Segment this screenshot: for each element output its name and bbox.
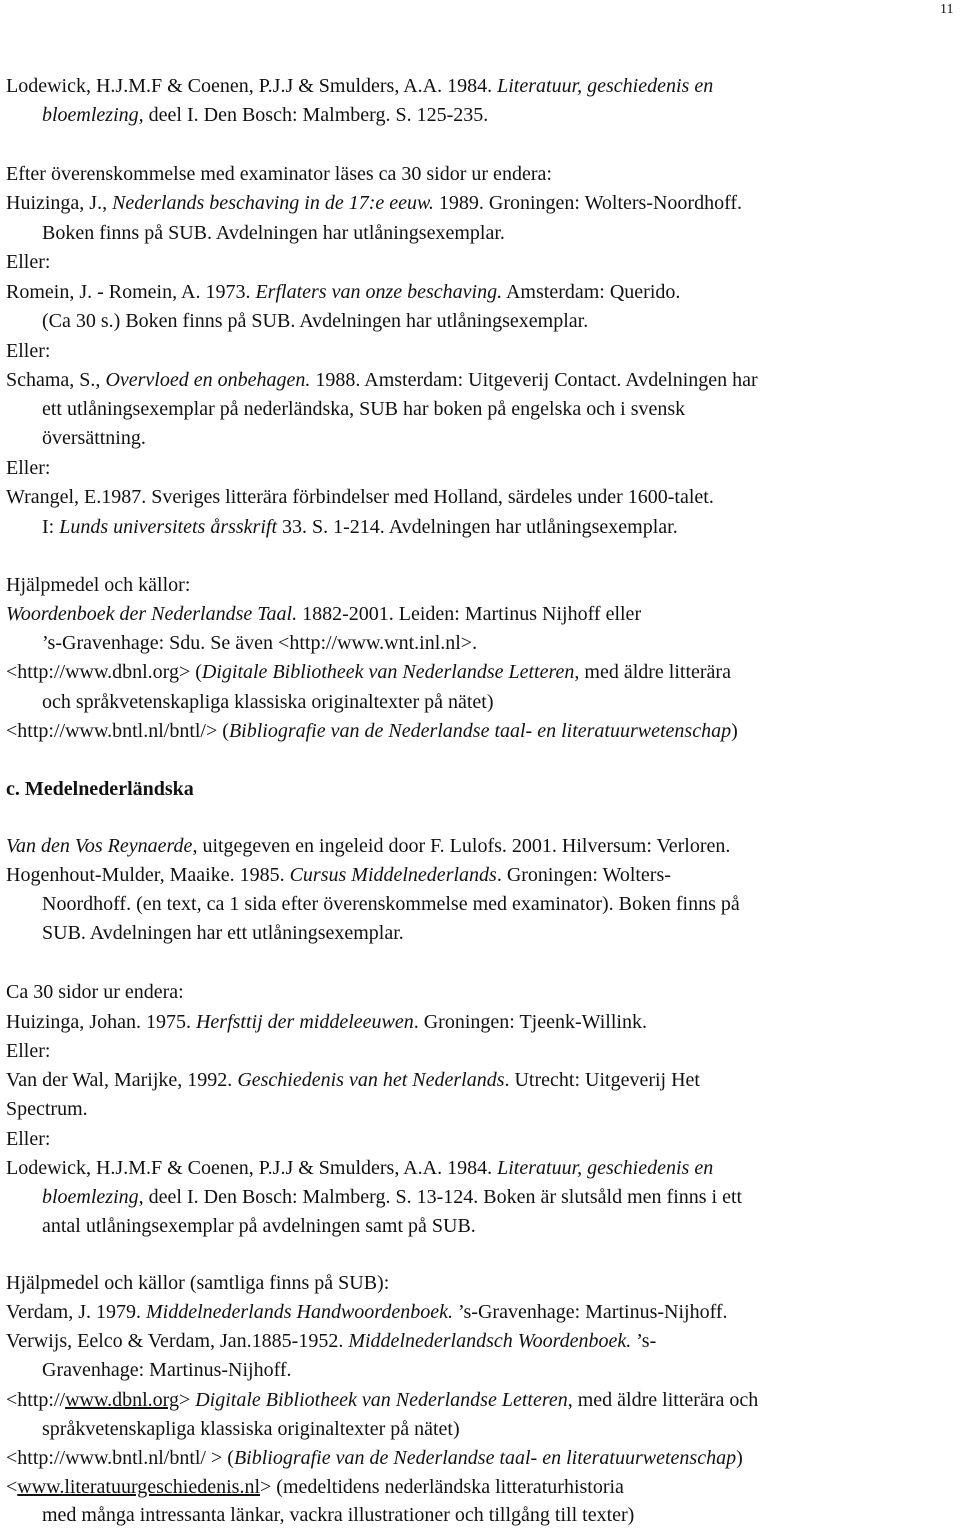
text-line — [6, 162, 552, 186]
section-heading — [6, 777, 194, 801]
text-line — [6, 1446, 743, 1470]
text-run: Romein, J. - Romein, A. 1973. — [6, 281, 256, 303]
text-run: Bibliografie van de Nederlandse taal- en literatuurwetenschap — [228, 720, 732, 742]
text-run: . Groningen: Wolters- — [496, 864, 671, 886]
text-line — [6, 456, 50, 480]
text-run: (Ca 30 s.) Boken finns på SUB. Avdelningen har utlåningsexemplar. — [42, 310, 589, 332]
text-line — [6, 980, 184, 1004]
text-run: <http://www.bntl.nl/bntl/ > ( — [6, 1447, 234, 1469]
text-run: Woordenboek der Nederlandse Taal. — [6, 603, 298, 625]
text-run: Hjälpmedel och källor: — [6, 574, 191, 596]
text-line — [42, 397, 685, 421]
text-line — [6, 602, 641, 626]
text-line — [42, 515, 678, 539]
text-run: Geschiedenis van het Nederlands — [237, 1069, 505, 1091]
text-run: I: — [42, 516, 60, 538]
text-run: språkvetenskapliga klassiska originaltexter på nätet) — [42, 1418, 460, 1440]
text-run: Eller: — [6, 340, 51, 362]
text-run: www.literatuurgeschiedenis.nl — [17, 1476, 260, 1498]
text-run: ’s- — [631, 1330, 657, 1352]
text-run: Digitale Bibliotheek van Nederlandse Letteren — [195, 1389, 568, 1411]
text-line — [42, 1214, 476, 1238]
text-run: SUB. Avdelningen har ett utlåningsexemplar. — [42, 922, 404, 944]
text-line — [6, 280, 680, 304]
text-run: översättning. — [42, 427, 146, 449]
text-line — [6, 573, 190, 597]
text-line — [6, 660, 731, 684]
text-line — [6, 1039, 50, 1063]
text-line — [42, 221, 505, 245]
text-line — [6, 1388, 758, 1412]
text-run: <http:// — [6, 1389, 66, 1411]
text-run: med många intressanta länkar, vackra illustrationer och tillgång till texter) — [42, 1504, 635, 1526]
text-run: 1882-2001. Leiden: Martinus Nijhoff eller — [297, 603, 642, 625]
text-run: Digitale Bibliotheek van Nederlandse Letteren — [201, 661, 575, 683]
text-run: Huizinga, Johan. 1975. — [6, 1011, 196, 1033]
text-line — [42, 1417, 460, 1441]
text-line — [6, 1097, 88, 1121]
text-run: 1988. Amsterdam: Uitgeverij Contact. Avdelningen har — [310, 369, 758, 391]
text-line — [6, 1156, 713, 1180]
text-run: Eller: — [6, 1128, 51, 1150]
text-run: Nederlands beschaving in de 17:e eeuw. — [112, 192, 434, 214]
text-run: Overvloed en onbehagen. — [105, 369, 311, 391]
text-line — [42, 1185, 742, 1209]
text-run: Verdam, J. 1979. — [6, 1301, 146, 1323]
text-line — [6, 834, 730, 858]
text-run: www.dbnl.org — [65, 1389, 179, 1411]
text-run: , deel I. Den Bosch: Malmberg. S. 13-124. Boken är slutsåld men finns i ett — [138, 1186, 743, 1208]
text-run: 1989. Groningen: Wolters-Noordhoff. — [433, 192, 743, 214]
text-run: ’s-Gravenhage: Martinus-Nijhoff. — [452, 1301, 728, 1323]
text-run: <http://www.bntl.nl/bntl/> ( — [6, 720, 229, 742]
text-run: < — [6, 1476, 18, 1498]
text-line — [6, 368, 758, 392]
text-run: > (medeltidens nederländska litteraturhistoria — [260, 1476, 624, 1498]
text-line — [42, 921, 404, 945]
text-line — [42, 103, 488, 127]
text-line — [6, 863, 671, 887]
text-line — [42, 631, 477, 655]
text-line — [42, 690, 494, 714]
text-line — [6, 1068, 700, 1092]
text-line — [6, 719, 738, 743]
text-run: deel I. Den Bosch: Malmberg. S. 125-235. — [143, 104, 489, 126]
page-number: 11 — [940, 2, 954, 17]
text-line — [42, 1503, 634, 1527]
text-run: Eller: — [6, 457, 51, 479]
text-run: Verwijs, Eelco & Verdam, Jan.1885-1952. — [6, 1330, 349, 1352]
text-line — [6, 1475, 624, 1499]
text-line — [6, 74, 713, 98]
text-run: Lunds universitets årsskrift — [59, 516, 278, 538]
text-run: Spectrum. — [6, 1098, 88, 1120]
text-run: . Utrecht: Uitgeverij Het — [504, 1069, 700, 1091]
text-run: Van den Vos Reynaerde — [6, 835, 193, 857]
text-run: och språkvetenskapliga klassiska originaltexter på nätet) — [42, 691, 494, 713]
text-line — [6, 191, 742, 215]
text-run: Eller: — [6, 1040, 51, 1062]
text-run: Literatuur, geschiedenis en — [497, 1157, 714, 1179]
text-run: Huizinga, J., — [6, 192, 113, 214]
text-run: , med äldre litterära och — [567, 1389, 759, 1411]
text-line — [6, 1127, 50, 1151]
text-run: Wrangel, E.1987. Sveriges litterära förbindelser med Holland, särdeles under 1600-talet. — [6, 486, 714, 508]
text-run: Boken finns på SUB. Avdelningen har utlåningsexemplar. — [42, 222, 505, 244]
text-run: Erflaters van onze beschaving. — [255, 281, 503, 303]
text-run: Herfsttij der middeleeuwen — [195, 1011, 414, 1033]
text-run: Efter överenskommelse med examinator läses ca 30 sidor ur endera: — [6, 163, 552, 185]
text-run: <http://www.dbnl.org> ( — [6, 661, 202, 683]
text-run: 33. S. 1-214. Avdelningen har utlåningsexemplar. — [277, 516, 678, 538]
text-run: Noordhoff. (en text, ca 1 sida efter överenskommelse med examinator). Boken finns på — [42, 893, 740, 915]
text-run: Eller: — [6, 251, 51, 273]
text-run: Middelnederlands Handwoordenboek. — [145, 1301, 453, 1323]
text-line — [42, 1358, 292, 1382]
text-run: . Groningen: Tjeenk-Willink. — [413, 1011, 647, 1033]
text-line — [42, 309, 588, 333]
text-run: Hogenhout-Mulder, Maaike. 1985. — [6, 864, 290, 886]
text-run: Hjälpmedel och källor (samtliga finns på SUB): — [6, 1272, 390, 1294]
text-run: Cursus Middelnederlands — [289, 864, 497, 886]
text-run: ) — [736, 1447, 743, 1469]
text-run: Van der Wal, Marijke, 1992. — [6, 1069, 238, 1091]
text-line — [6, 1329, 656, 1353]
text-run: ett utlåningsexemplar på nederländska, SUB har boken på engelska och i svensk — [42, 398, 686, 420]
text-line — [6, 1010, 647, 1034]
text-line — [42, 426, 146, 450]
text-run: Ca 30 sidor ur endera: — [6, 981, 184, 1003]
text-run: > — [178, 1389, 196, 1411]
text-run: , uitgegeven en ingeleid door F. Lulofs. 2001. Hilversum: Verloren. — [192, 835, 731, 857]
text-line — [6, 1271, 389, 1295]
text-run: Schama, S., — [6, 369, 106, 391]
text-line — [6, 485, 714, 509]
text-run: antal utlåningsexemplar på avdelningen samt på SUB. — [42, 1215, 476, 1237]
text-run: Middelnederlandsch Woordenboek. — [348, 1330, 632, 1352]
text-run: Literatuur, geschiedenis en — [497, 75, 714, 97]
text-run: c. Medelnederländska — [6, 778, 194, 800]
text-run: bloemlezing — [42, 1186, 139, 1208]
text-run: Lodewick, H.J.M.F & Coenen, P.J.J & Smulders, A.A. 1984. — [6, 1157, 498, 1179]
text-run: ) — [731, 720, 738, 742]
text-run: Bibliografie van de Nederlandse taal- en literatuurwetenschap — [233, 1447, 737, 1469]
text-run: Amsterdam: Querido. — [502, 281, 681, 303]
text-run: Lodewick, H.J.M.F & Coenen, P.J.J & Smulders, A.A. 1984. — [6, 75, 498, 97]
text-line — [42, 892, 740, 916]
text-line — [6, 339, 50, 363]
text-run: , med äldre litterära — [574, 661, 731, 683]
text-run: ’s-Gravenhage: Sdu. Se även <http://www.wnt.inl.nl>. — [42, 632, 478, 654]
text-line — [6, 1300, 728, 1324]
text-run: bloemlezing, — [42, 104, 144, 126]
text-run: Gravenhage: Martinus-Nijhoff. — [42, 1359, 292, 1381]
text-line — [6, 250, 50, 274]
